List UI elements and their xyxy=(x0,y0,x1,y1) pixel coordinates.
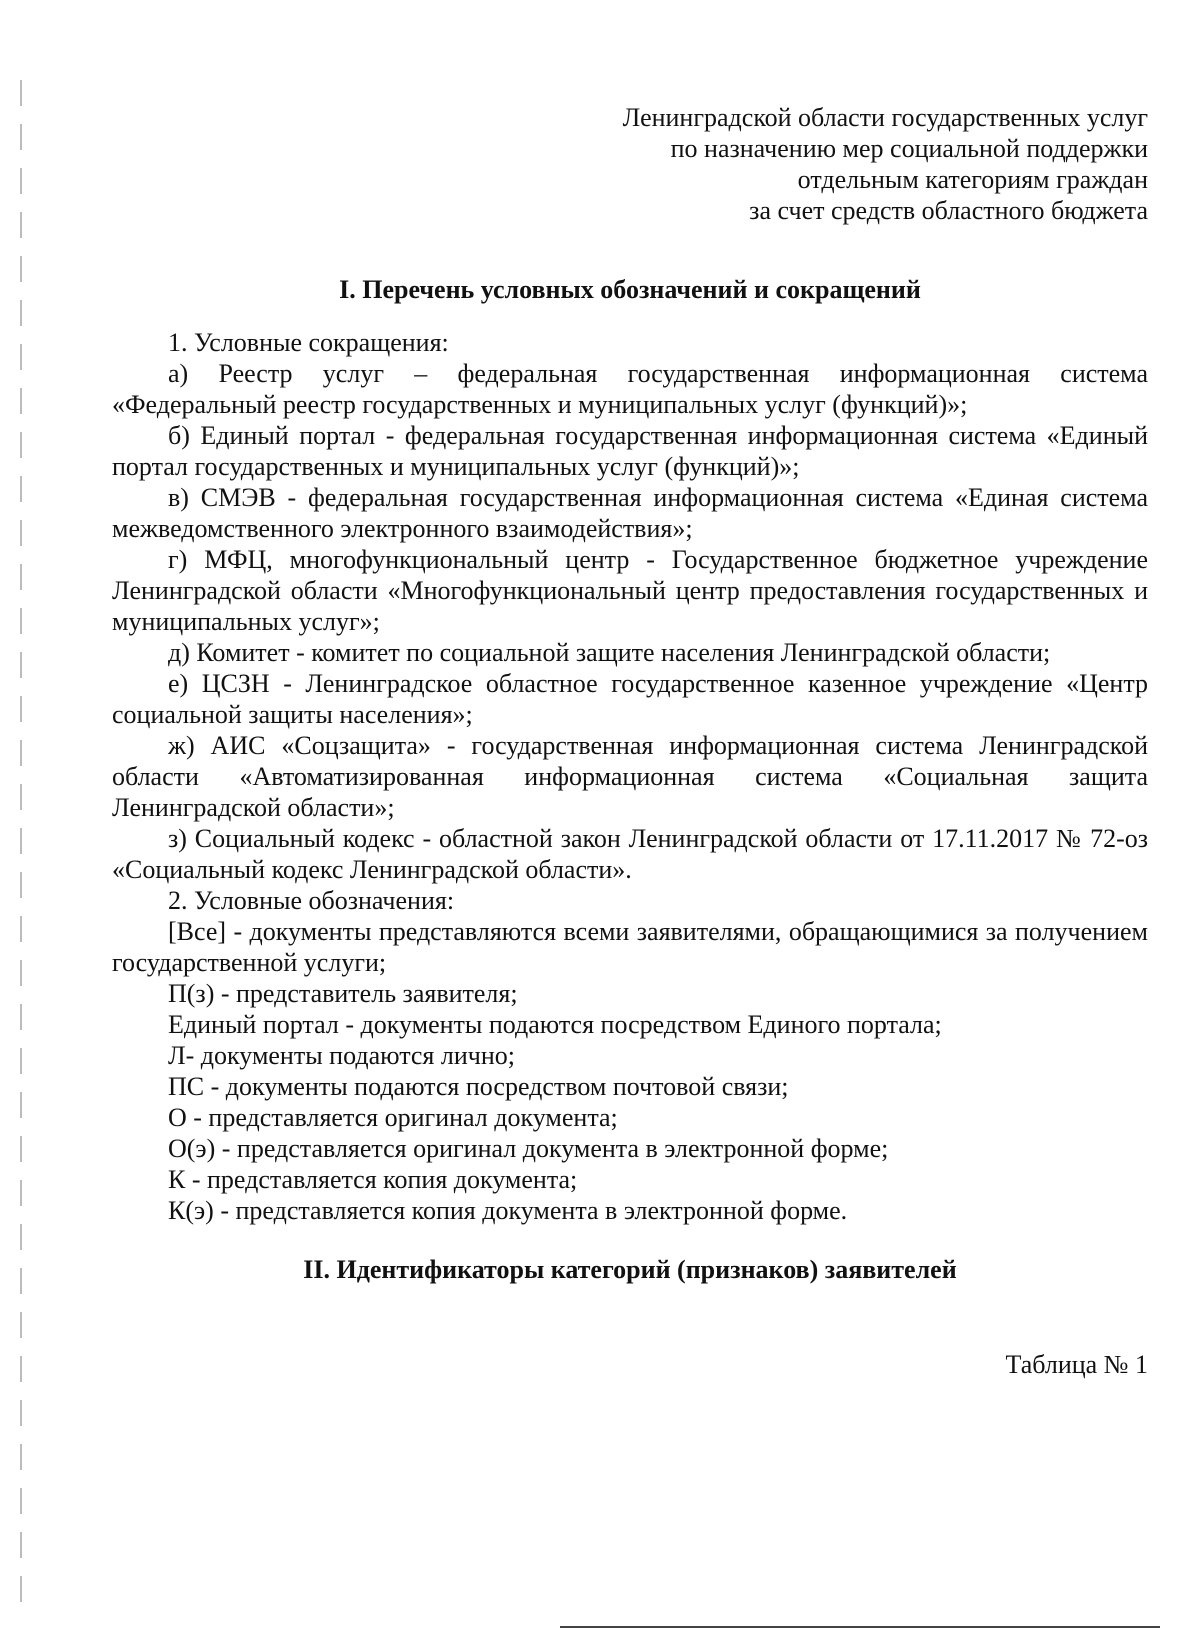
paragraph: П(з) - представитель заявителя; xyxy=(168,979,518,1008)
table-label: Таблица № 1 xyxy=(1005,1350,1148,1379)
paragraph: е) ЦСЗН - Ленинградское областное государственное казенное учреждение «Центр социальной защиты населения»; xyxy=(112,669,1148,729)
document-page xyxy=(112,102,1148,1307)
paragraph: К - представляется копия документа; xyxy=(168,1165,578,1194)
header-line: отдельным категориям граждан xyxy=(797,165,1148,194)
paragraph: г) МФЦ, многофункциональный центр - Государственное бюджетное учреждение Ленинградской области «Многофункциональный центр предоставления государственных и муниципальных услуг»; xyxy=(112,545,1148,636)
paragraph: ПС - документы подаются посредством почтовой связи; xyxy=(168,1072,789,1101)
section1-title: I. Перечень условных обозначений и сокращений xyxy=(339,275,921,304)
paragraph: О - представляется оригинал документа; xyxy=(168,1103,618,1132)
paragraph: 2. Условные обозначения: xyxy=(168,886,455,915)
paragraph: Единый портал - документы подаются посредством Единого портала; xyxy=(168,1010,942,1039)
scan-left-edge xyxy=(20,80,22,1620)
header-line: по назначению мер социальной поддержки xyxy=(670,134,1148,163)
section1-body xyxy=(112,327,1148,1226)
header-line: Ленинградской области государственных услуг xyxy=(622,103,1148,132)
paragraph: К(э) - представляется копия документа в электронной форме. xyxy=(168,1196,848,1225)
paragraph: 1. Условные сокращения: xyxy=(168,328,449,357)
paragraph: д) Комитет - комитет по социальной защите населения Ленинградской области; xyxy=(168,638,1051,667)
paragraph: а) Реестр услуг – федеральная государственная информационная система «Федеральный реестр государственных и муниципальных услуг (функций)»; xyxy=(112,359,1148,419)
header-block xyxy=(112,102,1148,226)
paragraph: в) СМЭВ - федеральная государственная информационная система «Единая система межведомственного электронного взаимодействия»; xyxy=(112,483,1148,543)
paragraph: з) Социальный кодекс - областной закон Ленинградской области от 17.11.2017 № 72-оз «Социальный кодекс Ленинградской области». xyxy=(112,824,1148,884)
paragraph: б) Единый портал - федеральная государственная информационная система «Единый портал государственных и муниципальных услуг (функций)»; xyxy=(112,421,1148,481)
paragraph: [Все] - документы представляются всеми заявителями, обращающимися за получением государственной услуги; xyxy=(112,917,1148,977)
paragraph: ж) АИС «Соцзащита» - государственная информационная система Ленинградской области «Автоматизированная информационная система «Социальная защита Ленинградской области»; xyxy=(112,731,1148,822)
paragraph: О(э) - представляется оригинал документа в электронной форме; xyxy=(168,1134,889,1163)
section2-title: II. Идентификаторы категорий (признаков) заявителей xyxy=(303,1255,957,1284)
header-line: за счет средств областного бюджета xyxy=(749,196,1148,225)
bottom-rule xyxy=(560,1626,1160,1628)
paragraph: Л- документы подаются лично; xyxy=(168,1041,515,1070)
